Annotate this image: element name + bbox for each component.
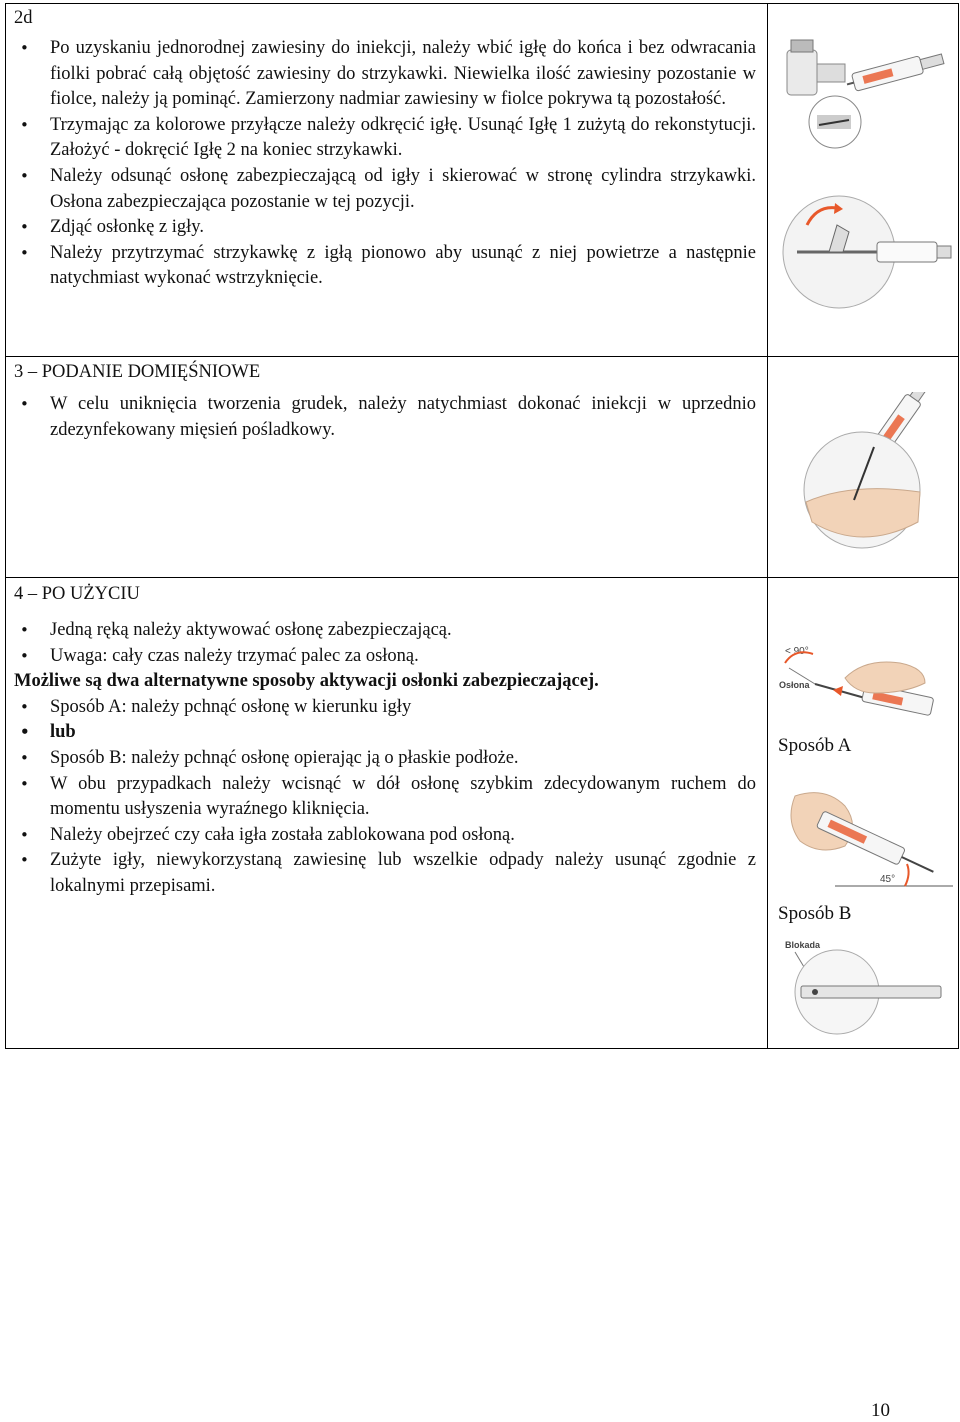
list-item: • Trzymając za kolorowe przyłącze należy odkręcić igłę. Usunąć Igłę 1 zużytą do rekonstytucji. Założyć - dokręcić Igłę 2 na koniec strzykawki. <box>14 113 756 164</box>
section-3-text <box>14 360 756 443</box>
section-4-heading: 4 – PO UŻYCIU <box>14 584 140 604</box>
syringe-icon <box>845 50 945 93</box>
list-item: • W obu przypadkach należy wcisnąć w dół osłonę szybkim zdecydowanym ruchem do momentu usłyszenia wyraźnego kliknięcia. <box>14 772 756 823</box>
method-a-illustration <box>775 638 955 733</box>
locked-needle-illustration <box>785 936 945 1036</box>
method-b-illustration <box>775 786 955 896</box>
section-2d-heading: 2d <box>14 8 33 28</box>
section-4-text <box>14 582 756 900</box>
list-item: • Należy przytrzymać strzykawkę z igłą pionowo aby usunąć z niej powietrze a następnie natychmiast wykonać wstrzyknięcie. <box>14 241 756 292</box>
list-item: • Jedną ręką należy aktywować osłonę zabezpieczającą. <box>14 618 756 644</box>
section-4-list-a <box>14 618 756 669</box>
vial-icon <box>787 40 845 95</box>
list-item: • Sposób A: należy pchnąć osłonę w kierunku igły <box>14 695 756 721</box>
hand-icon <box>845 662 925 693</box>
section-4-list-b <box>14 695 756 900</box>
angle-90-label: < 90° <box>785 646 809 657</box>
angle-45-label: 45° <box>880 874 896 885</box>
list-item: • Po uzyskaniu jednorodnej zawiesiny do iniekcji, należy wbić igłę do końca i bez odwracania fiolki pobrać całą objętość zawiesiny do strzykawki. Niewielka ilość zawiesiny pozostanie w fiolce, należy ją pominąć. Zamierzony nadmiar zawiesiny w fiolce pokrywa tą pozostałość. <box>14 36 756 113</box>
list-item: • Należy obejrzeć czy cała igła została zablokowana pod osłoną. <box>14 823 756 849</box>
section-3-heading: 3 – PODANIE DOMIĘŚNIOWE <box>14 362 261 382</box>
list-item: • lub <box>14 720 756 746</box>
section-3-list <box>14 392 756 443</box>
list-item: • Należy odsunąć osłonę zabezpieczającą od igły i skierować w stronę cylindra strzykawki. Osłona zabezpieczająca pozostanie w tej pozycji. <box>14 164 756 215</box>
section-2d-text <box>14 6 756 292</box>
list-item: • Zużyte igły, niewykorzystaną zawiesinę lub wszelkie odpady należy usunąć zgodnie z lokalnymi przepisami. <box>14 848 756 899</box>
list-item: • Zdjąć osłonkę z igły. <box>14 215 756 241</box>
section-2d-list <box>14 36 756 292</box>
page-number: 10 <box>871 1400 890 1421</box>
alternatives-note: Możliwe są dwa alternatywne sposoby aktywacji osłonki zabezpieczającej. <box>14 671 599 692</box>
method-b-caption: Sposób B <box>778 903 852 924</box>
blokada-label: Blokada <box>785 940 821 950</box>
list-item: • Uwaga: cały czas należy trzymać palec za osłoną. <box>14 644 756 670</box>
method-a-caption: Sposób A <box>778 735 852 756</box>
oslona-label: Osłona <box>779 680 810 690</box>
list-item: • W celu uniknięcia tworzenia grudek, należy natychmiast dokonać iniekcji w uprzednio zdezynfekowany mięsień pośladkowy. <box>14 392 756 443</box>
list-item: • Sposób B: należy pchnąć osłonę opierając ją o płaskie podłoże. <box>14 746 756 772</box>
needle-attach-illustration <box>777 20 953 310</box>
injection-illustration <box>782 392 950 552</box>
